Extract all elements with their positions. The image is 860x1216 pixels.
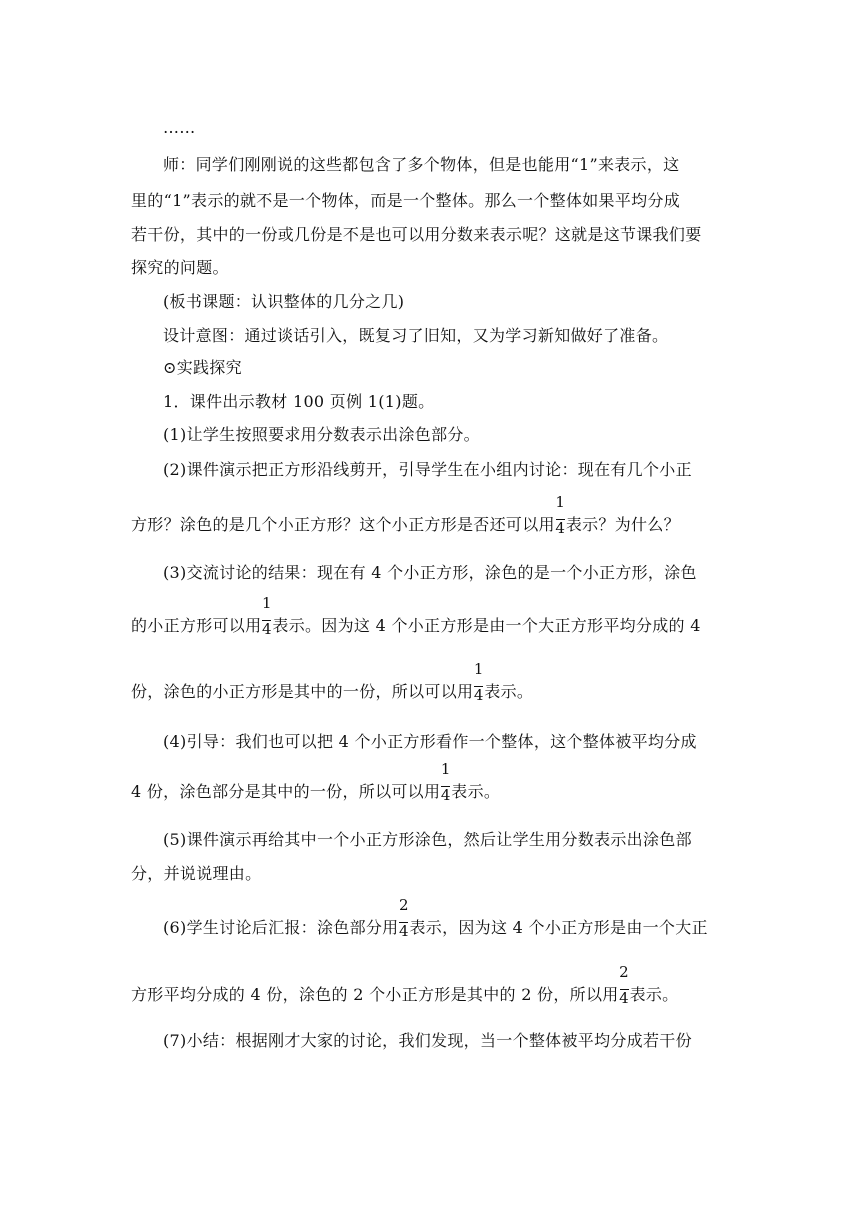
ellipsis: …… [163,118,196,137]
fraction [440,760,451,804]
text-segment: 表示。因为这 4 个小正方形是由一个大正方形平均分成的 4 [272,616,701,635]
section-heading: ⊙实践探究 [163,358,242,377]
fraction-denominator: 4 [261,620,272,638]
fraction-denominator: 4 [473,686,484,704]
paragraph-line [131,760,501,804]
fraction-numerator: 2 [619,963,629,981]
fraction-numerator: 1 [473,660,484,678]
fraction-denominator: 4 [619,989,629,1007]
fraction-numerator: 2 [399,896,409,914]
fraction-denominator: 4 [399,922,409,940]
text-segment: 表示。 [629,985,679,1004]
fraction-denominator: 4 [555,519,566,537]
paragraph-line [131,594,701,638]
fraction [473,660,484,704]
text-segment: 份，涂色的小正方形是其中的一份，所以可以用 [131,682,474,701]
fraction-denominator: 4 [440,786,451,804]
text-segment: 表示。 [484,682,534,701]
board-title-line: (板书课题：认识整体的几分之几) [163,292,405,311]
design-intent-line: 设计意图：通过谈话引入，既复习了旧知，又为学习新知做好了准备。 [163,326,669,345]
paragraph-line: (1)让学生按照要求用分数表示出涂色部分。 [163,425,480,444]
text-segment: (6)学生讨论后汇报：涂色部分用 [163,918,399,937]
paragraph-line [131,660,534,704]
text-segment: 表示。 [451,782,501,801]
paragraph-line: (4)引导：我们也可以把 4 个小正方形看作一个整体，这个整体被平均分成 [163,732,697,751]
paragraph-line [131,493,680,537]
fraction [398,896,409,940]
text-segment: 4 份，涂色部分是其中的一份，所以可以用 [131,782,441,801]
paragraph-line [131,963,679,1007]
text-segment: 的小正方形可以用 [131,616,262,635]
paragraph-line: (7)小结：根据刚才大家的讨论，我们发现，当一个整体被平均分成若干份 [163,1031,692,1050]
paragraph-line: (3)交流讨论的结果：现在有 4 个小正方形，涂色的是一个小正方形，涂色 [163,563,697,582]
paragraph-line: (2)课件演示把正方形沿线剪开，引导学生在小组内讨论：现在有几个小正 [163,460,692,479]
fraction [261,594,272,638]
paragraph-line: 里的“1”表示的就不是一个物体，而是一个整体。那么一个整体如果平均分成 [131,191,681,210]
paragraph-line: 1．课件出示教材 100 页例 1(1)题。 [163,392,435,411]
text-segment: 表示，因为这 4 个小正方形是由一个大正 [409,918,708,937]
fraction-numerator: 1 [261,594,272,612]
text-segment: 表示？为什么？ [565,515,680,534]
paragraph-line [163,896,708,940]
text-segment: 方形平均分成的 4 份，涂色的 2 个小正方形是其中的 2 份，所以用 [131,985,619,1004]
fraction [619,963,630,1007]
fraction-numerator: 1 [555,493,566,511]
paragraph-line: 探究的问题。 [131,258,229,277]
paragraph-line: (5)课件演示再给其中一个小正方形涂色，然后让学生用分数表示出涂色部 [163,830,692,849]
paragraph-line: 师：同学们刚刚说的这些都包含了多个物体，但是也能用“1”来表示，这 [163,155,680,174]
fraction-numerator: 1 [440,760,451,778]
text-segment: 方形？涂色的是几个小正方形？这个小正方形是否还可以用 [131,515,555,534]
paragraph-line: 若干份，其中的一份或几份是不是也可以用分数来表示呢？这就是这节课我们要 [131,225,702,244]
fraction [555,493,566,537]
paragraph-line: 分，并说说理由。 [131,864,262,883]
